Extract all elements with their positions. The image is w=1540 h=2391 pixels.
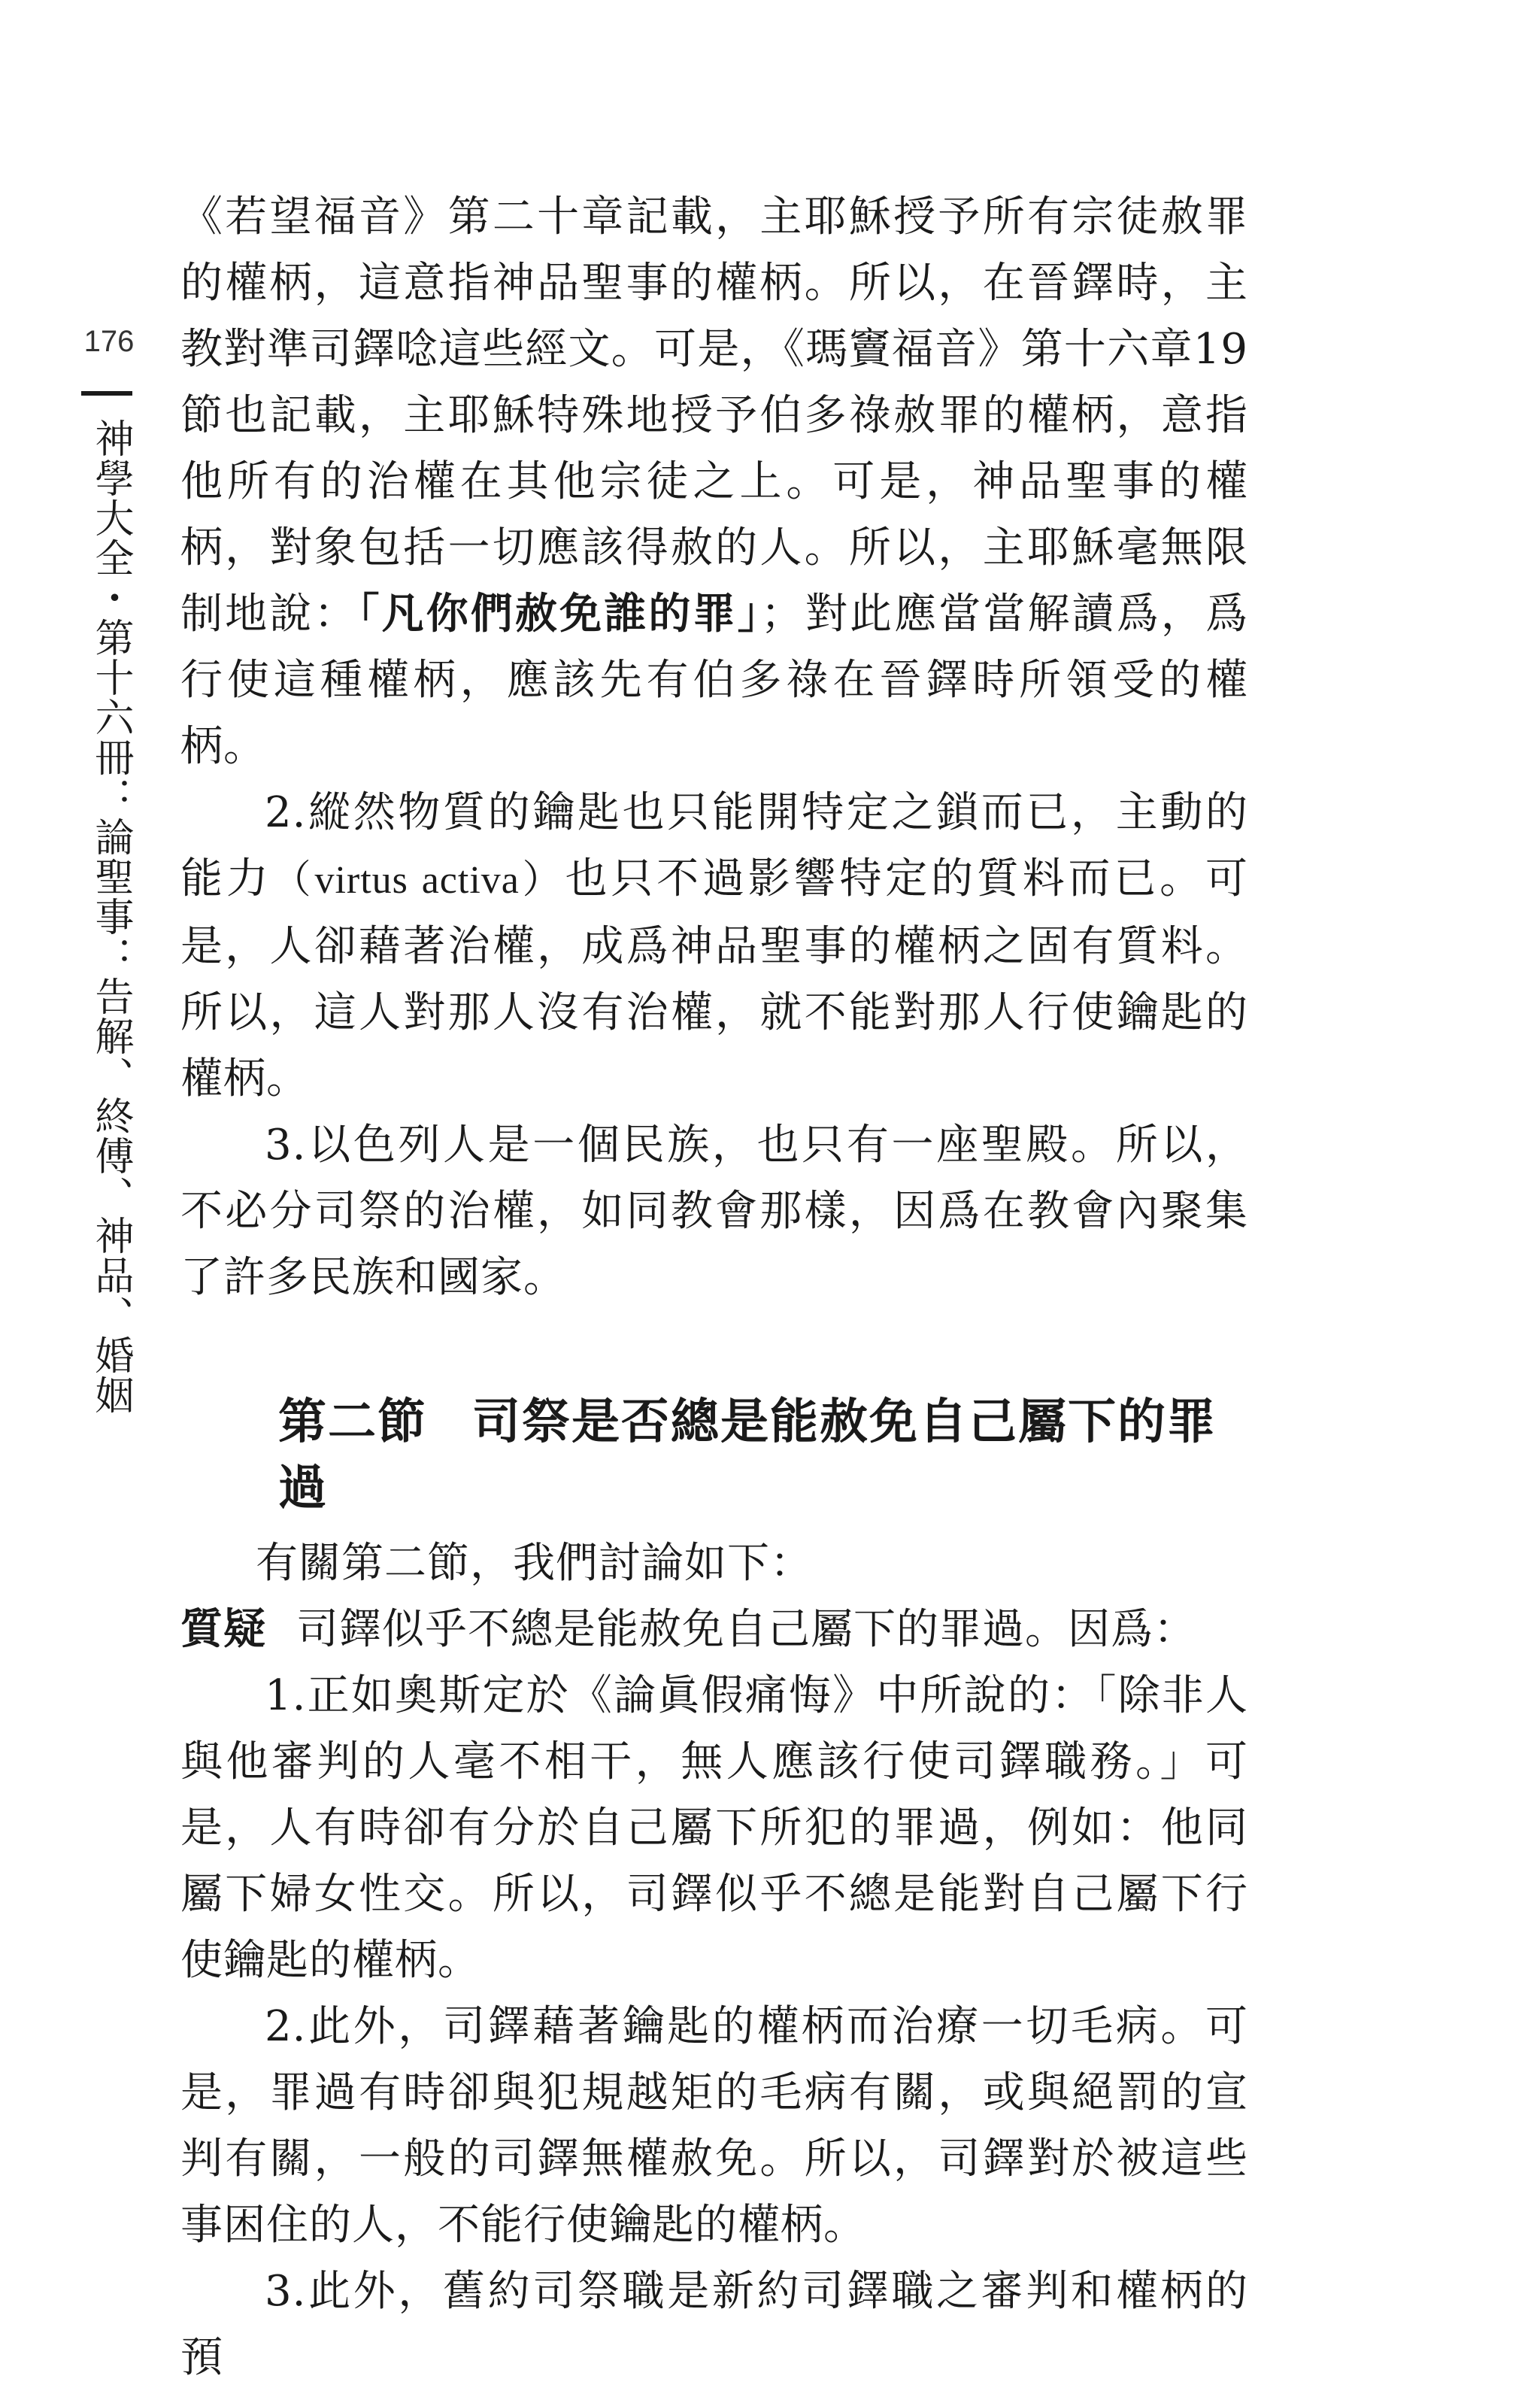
objection-line: [180, 1597, 1248, 1663]
section-heading: [180, 1389, 1248, 1522]
section-label: 第二節: [278, 1394, 427, 1450]
page-number: 176: [83, 325, 135, 358]
section-intro: 有關第二節，我們討論如下：: [256, 1539, 813, 1588]
objection-2: 2.此外，司鐸藉著鑰匙的權柄而治療一切毛病。可是，罪過有時卻與犯規越矩的毛病有關，或與絕罰的宣判有關，一般的司鐸無權赦免。所以，司鐸對於被這些事困住的人，不能行使鑰匙的權柄。: [180, 2002, 1248, 2250]
latin-term: （virtus activa）: [271, 859, 565, 902]
paragraph-2-part-b: 也只不過影響特定的質料而已。可是，人卻藉著治權，成爲神品聖事的權柄之固有質料。所以，這人對那人沒有治權，就不能對那人行使鑰匙的權柄。: [180, 854, 1248, 1103]
header-rule: [81, 391, 132, 396]
paragraph-3: 3.以色列人是一個民族，也只有一座聖殿。所以，不必分司祭的治權，如同教會那樣，因爲在教會內聚集了許多民族和國家。: [180, 1121, 1248, 1302]
paragraph-1: [180, 184, 1248, 780]
paragraph-2: [180, 780, 1248, 1112]
running-head: 神學大全・第十六冊：論聖事：告解、終傅、神品、婚姻: [88, 418, 133, 1415]
section-title: 司祭是否總是能赦免自己屬下的罪過: [278, 1394, 1217, 1516]
objection-1: 1.正如奧斯定於《論眞假痛悔》中所說的：「除非人與他審判的人毫不相干，無人應該行使司鐸職務。」可是，人有時卻有分於自己屬下所犯的罪過，例如：他同屬下婦女性交。所以，司鐸似乎不總是能對自己屬下行使鑰匙的權柄。: [180, 1671, 1248, 1985]
objection-text: 司鐸似乎不總是能赦免自己屬下的罪過。因爲：: [296, 1605, 1196, 1654]
paragraph-2-part-a: 2.縱然物質的鑰匙也只能開特定之鎖而已，主動的能力: [180, 788, 1248, 903]
scripture-quote: 「凡你們赦免誰的罪」: [358, 590, 761, 639]
body-text: [180, 184, 1248, 2391]
paragraph-1-part-a: 《若望福音》第二十章記載，主耶穌授予所有宗徒赦罪的權柄，這意指神品聖事的權柄。所以，在晉鐸時，主教對準司鐸唸這些經文。可是，《瑪竇福音》第十六章19節也記載，主耶穌特殊地授予伯多祿赦罪的權柄，意指他所有的治權在其他宗徒之上。可是，神品聖事的權柄，對象包括一切應該得赦的人。所以，主耶穌毫無限制地說：: [180, 193, 1248, 639]
objection-3: 3.此外，舊約司祭職是新約司鐸職之審判和權柄的預: [180, 2267, 1248, 2382]
paragraph-1-part-b: ；對此應當當解讀爲，爲行使這種權柄，應該先有伯多祿在晉鐸時所領受的權柄。: [180, 590, 1248, 771]
objection-label: 質疑: [180, 1605, 266, 1654]
